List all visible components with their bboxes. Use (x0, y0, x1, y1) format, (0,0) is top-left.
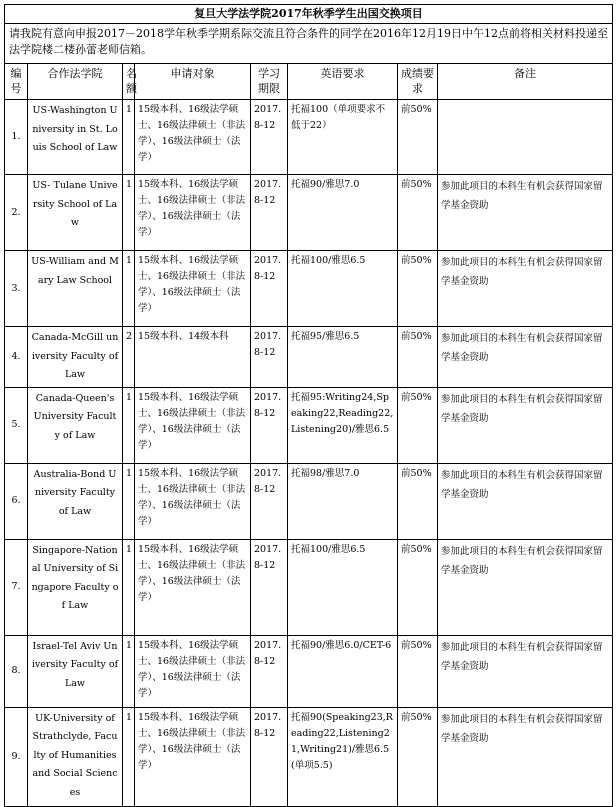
exchange-program-table (4, 4, 613, 807)
header-school: 合作法学院 (28, 64, 123, 100)
row-number: 7. (5, 539, 28, 635)
row-number: 6. (5, 463, 28, 539)
table-row (5, 100, 613, 175)
row-remark: 参加此项目的本科生有机会获得国家留学基金资助 (438, 387, 613, 463)
row-number: 8. (5, 635, 28, 707)
row-period: 2017.8-12 (251, 327, 288, 388)
row-remark: 参加此项目的本科生有机会获得国家留学基金资助 (438, 707, 613, 806)
row-english: 托福90/雅思7.0 (288, 175, 398, 251)
row-grade: 前50% (398, 100, 438, 175)
header-period: 学习期限 (251, 64, 288, 100)
row-school: Israel-Tel Aviv University Faculty of Law (28, 635, 123, 707)
row-school: Canada-McGill university Faculty of Law (28, 327, 123, 388)
row-english: 托福90/雅思6.0/CET-6 (288, 635, 398, 707)
row-grade: 前50% (398, 175, 438, 251)
row-target: 15级本科、14级本科 (135, 327, 251, 388)
row-remark: 参加此项目的本科生有机会获得国家留学基金资助 (438, 635, 613, 707)
row-grade: 前50% (398, 635, 438, 707)
row-grade: 前50% (398, 251, 438, 327)
header-row (5, 64, 613, 100)
table-row (5, 635, 613, 707)
row-remark: 参加此项目的本科生有机会获得国家留学基金资助 (438, 251, 613, 327)
row-period: 2017.8-12 (251, 463, 288, 539)
row-period: 2017.8-12 (251, 387, 288, 463)
table-body (5, 100, 613, 807)
row-english: 托福95:Writing24,Speaking22,Reading22,Listening20)/雅思6.5 (288, 387, 398, 463)
table-row (5, 327, 613, 388)
table-row (5, 463, 613, 539)
header-remark: 备注 (438, 64, 613, 100)
intro-paragraph: 请我院有意向申报2017－2018学年秋季学期系际交流且符合条件的同学在2016年12月19日中午12点前将相关材料投递至法学院楼二楼孙蕾老师信箱。 (5, 24, 613, 64)
row-period: 2017.8-12 (251, 539, 288, 635)
table-row (5, 387, 613, 463)
row-number: 5. (5, 387, 28, 463)
row-quota: 1 (123, 387, 135, 463)
document-title: 复旦大学法学院2017年秋季学生出国交换项目 (5, 5, 613, 24)
row-school: Singapore-National University of Singapore Faculty of Law (28, 539, 123, 635)
row-quota: 1 (123, 707, 135, 806)
row-english: 托福100（单项要求不低于22） (288, 100, 398, 175)
row-grade: 前50% (398, 327, 438, 388)
row-school: UK-University of Strathclyde, Faculty of Humanities and Social Sciences (28, 707, 123, 806)
row-english: 托福100/雅思6.5 (288, 539, 398, 635)
row-grade: 前50% (398, 387, 438, 463)
row-period: 2017.8-12 (251, 635, 288, 707)
row-target: 15级本科、16级法学硕士、16级法律硕士（非法学）、16级法律硕士（法学） (135, 463, 251, 539)
row-school: US- Tulane University School of Law (28, 175, 123, 251)
row-remark: 参加此项目的本科生有机会获得国家留学基金资助 (438, 539, 613, 635)
row-period: 2017.8-12 (251, 251, 288, 327)
header-no: 编号 (5, 64, 28, 100)
row-quota: 1 (123, 463, 135, 539)
row-target: 15级本科、16级法学硕士、16级法律硕士（非法学）、16级法律硕士（法学） (135, 707, 251, 806)
row-remark (438, 100, 613, 175)
row-school: US-William and Mary Law School (28, 251, 123, 327)
row-number: 2. (5, 175, 28, 251)
row-number: 3. (5, 251, 28, 327)
row-period: 2017.8-12 (251, 100, 288, 175)
row-quota: 2 (123, 327, 135, 388)
row-quota: 1 (123, 100, 135, 175)
header-english: 英语要求 (288, 64, 398, 100)
row-target: 15级本科、16级法学硕士、16级法律硕士（非法学）、16级法律硕士（法学） (135, 635, 251, 707)
row-grade: 前50% (398, 707, 438, 806)
row-english: 托福90(Speaking23,Reading22,Listening21,Writing21)/雅思6.5(单项5.5) (288, 707, 398, 806)
row-quota: 1 (123, 635, 135, 707)
row-target: 15级本科、16级法学硕士、16级法律硕士（非法学）、16级法律硕士（法学） (135, 387, 251, 463)
row-school: Canada-Queen's University Faculty of Law (28, 387, 123, 463)
row-quota: 1 (123, 251, 135, 327)
header-quota: 名额 (123, 64, 135, 100)
row-target: 15级本科、16级法学硕士、16级法律硕士（非法学）、16级法律硕士（法学） (135, 539, 251, 635)
row-grade: 前50% (398, 463, 438, 539)
header-target: 申请对象 (135, 64, 251, 100)
table-row (5, 251, 613, 327)
row-english: 托福100/雅思6.5 (288, 251, 398, 327)
row-target: 15级本科、16级法学硕士、16级法律硕士（非法学）、16级法律硕士（法学） (135, 100, 251, 175)
row-school: US-Washington University in St. Louis School of Law (28, 100, 123, 175)
row-period: 2017.8-12 (251, 707, 288, 806)
table-row (5, 707, 613, 806)
row-remark: 参加此项目的本科生有机会获得国家留学基金资助 (438, 327, 613, 388)
row-remark: 参加此项目的本科生有机会获得国家留学基金资助 (438, 463, 613, 539)
row-remark: 参加此项目的本科生有机会获得国家留学基金资助 (438, 175, 613, 251)
row-english: 托福95/雅思6.5 (288, 327, 398, 388)
row-quota: 1 (123, 539, 135, 635)
row-target: 15级本科、16级法学硕士、16级法律硕士（非法学）、16级法律硕士（法学） (135, 175, 251, 251)
row-period: 2017.8-12 (251, 175, 288, 251)
row-quota: 1 (123, 175, 135, 251)
header-grade: 成绩要求 (398, 64, 438, 100)
row-school: Australia-Bond University Faculty of Law (28, 463, 123, 539)
row-target: 15级本科、16级法学硕士、16级法律硕士（非法学）、16级法律硕士（法学） (135, 251, 251, 327)
table-row (5, 175, 613, 251)
row-grade: 前50% (398, 539, 438, 635)
row-number: 9. (5, 707, 28, 806)
row-number: 1. (5, 100, 28, 175)
table-row (5, 539, 613, 635)
row-english: 托福98/雅思7.0 (288, 463, 398, 539)
row-number: 4. (5, 327, 28, 388)
